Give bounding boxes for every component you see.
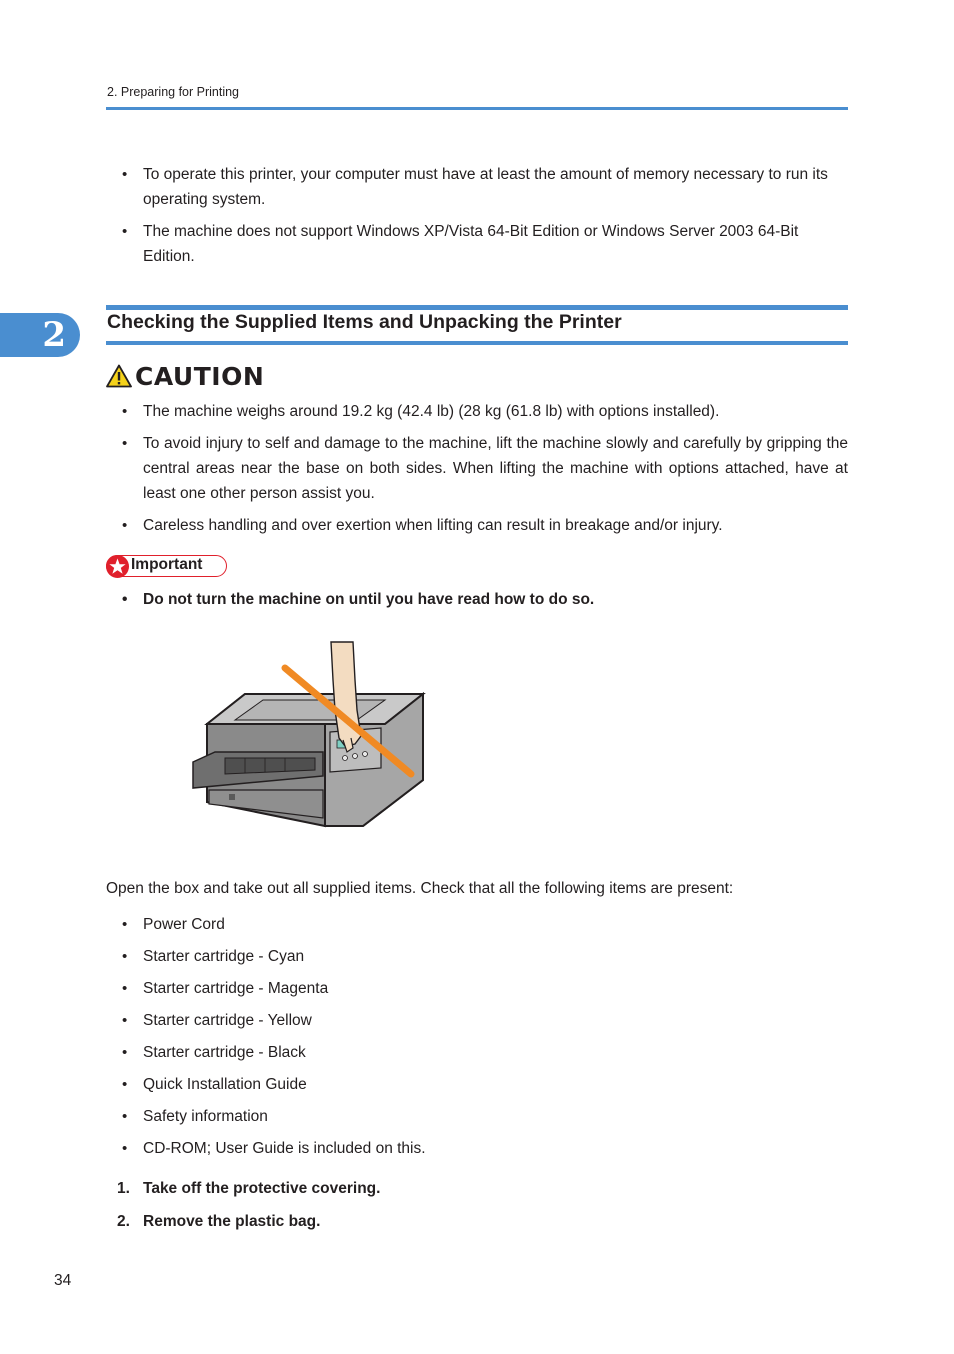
caution-list — [106, 399, 848, 545]
list-item: • The machine does not support Windows XP/Vista 64-Bit Edition or Windows Server 2003 64-Bit Edition. — [106, 219, 848, 269]
list-item: • To operate this printer, your computer must have at least the amount of memory necessary to run its operating system. — [106, 162, 848, 212]
list-item: • To avoid injury to self and damage to the machine, lift the machine slowly and carefully by gripping the central areas near the base on both sides. When lifting the machine with options attached, have at least one other person assist you. — [106, 431, 848, 506]
step-text: Remove the plastic bag. — [143, 1213, 321, 1230]
panel-button — [353, 754, 358, 759]
cassette-latch — [229, 794, 235, 800]
printer-illustration — [185, 640, 430, 830]
section-rule-bottom — [106, 341, 848, 345]
supplied-items-list — [106, 912, 848, 1168]
caution-heading — [106, 363, 264, 389]
section-rule-top — [106, 305, 848, 310]
list-item: • Safety information — [106, 1104, 848, 1129]
step-text: Take off the protective covering. — [143, 1180, 381, 1197]
chapter-number — [0, 313, 80, 357]
section-title: Checking the Supplied Items and Unpacking the Printer — [107, 311, 622, 333]
step-number: 2. — [117, 1213, 130, 1230]
list-item: • CD-ROM; User Guide is included on this. — [106, 1136, 848, 1161]
important-label: Important — [131, 556, 203, 573]
step-item — [106, 1209, 380, 1234]
notes-list — [106, 162, 848, 276]
step-item — [106, 1176, 380, 1201]
caution-label: CAUTION — [135, 361, 265, 391]
panel-button — [343, 756, 348, 761]
star-icon — [106, 555, 129, 578]
important-star-icon — [106, 555, 129, 578]
header-rule — [106, 107, 848, 110]
page-number: 34 — [54, 1272, 72, 1289]
steps-list — [106, 1176, 380, 1242]
warning-triangle-icon — [106, 364, 132, 388]
list-item: • Starter cartridge - Black — [106, 1040, 848, 1065]
chapter-number-text: 2 — [42, 315, 66, 355]
list-item: • Starter cartridge - Magenta — [106, 976, 848, 1001]
list-item: • Power Cord — [106, 912, 848, 937]
list-item: • Quick Installation Guide — [106, 1072, 848, 1097]
list-item: • Careless handling and over exertion when lifting can result in breakage and/or injury. — [106, 513, 848, 538]
running-header: 2. Preparing for Printing — [107, 85, 240, 99]
list-item: • Starter cartridge - Yellow — [106, 1008, 848, 1033]
supplied-intro: Open the box and take out all supplied items. Check that all the following items are present: — [106, 880, 734, 897]
step-number: 1. — [117, 1180, 130, 1197]
list-item: • The machine weighs around 19.2 kg (42.4 lb) (28 kg (61.8 lb) with options installed). — [106, 399, 848, 424]
panel-button — [363, 752, 368, 757]
important-text: Do not turn the machine on until you have read how to do so. — [143, 591, 595, 608]
bullet-dot: • — [122, 591, 128, 608]
list-item: • Starter cartridge - Cyan — [106, 944, 848, 969]
